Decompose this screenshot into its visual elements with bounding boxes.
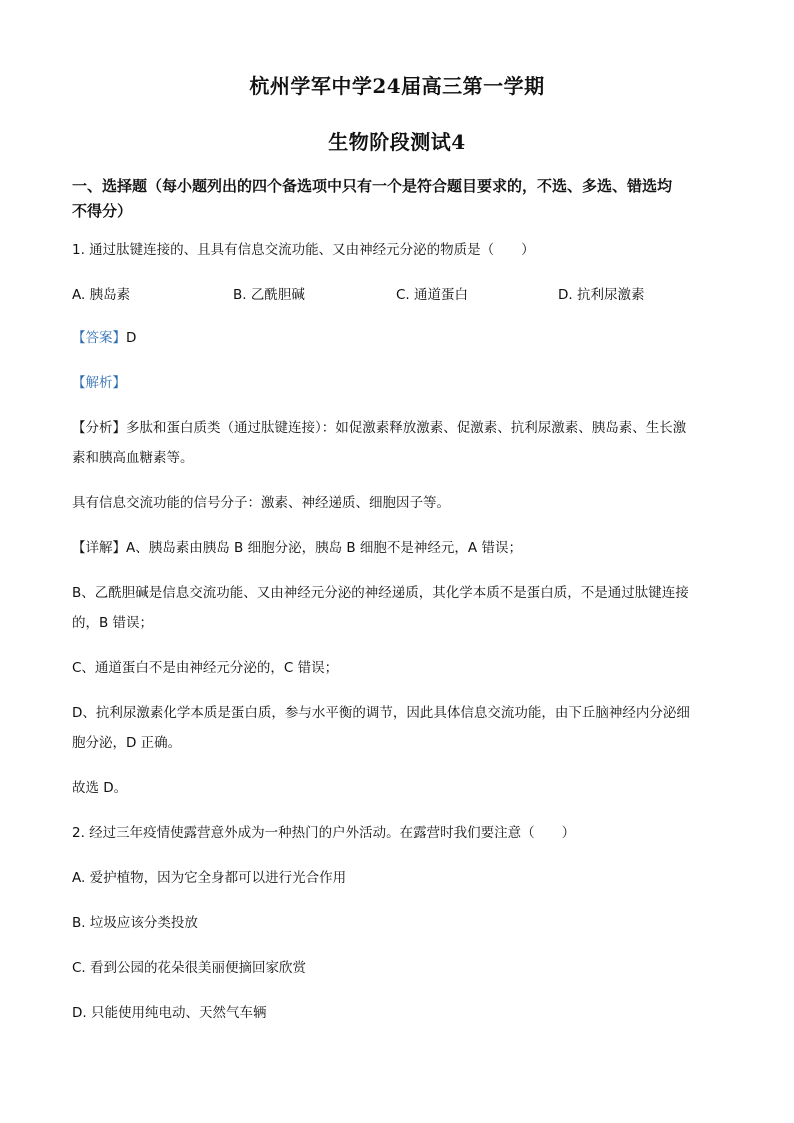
detail-line-d1: D、抗利尿激素化学本质是蛋白质，参与水平衡的调节，因此具体信息交流功能，由下丘脑神经内分泌细 — [72, 705, 690, 721]
detail-line-d2: 胞分泌，D 正确。 — [72, 735, 182, 751]
document-subtitle: 生物阶段测试4 — [328, 130, 466, 154]
answer-tag: 【答案】 — [72, 330, 126, 346]
detail-text-a: A、胰岛素由胰岛 B 细胞分泌，胰岛 B 细胞不是神经元，A 错误； — [126, 540, 522, 556]
section-heading — [72, 174, 732, 224]
conclusion-line: 故选 D。 — [72, 780, 128, 796]
answer-value: D — [126, 330, 137, 346]
fenxi-text-1: 多肽和蛋白质类（通过肽键连接）：如促激素释放激素、促激素、抗利尿激素、胰岛素、生长激 — [126, 420, 687, 436]
detail-line-a — [72, 538, 732, 558]
question-2-option-d: D. 只能使用纯电动、天然气车辆 — [72, 1005, 267, 1021]
answer-line — [72, 328, 732, 348]
analysis-tag: 【解析】 — [72, 375, 126, 391]
question-2-option-c: C. 看到公园的花朵很美丽便摘回家欣赏 — [72, 960, 307, 976]
fenxi-line-1 — [72, 418, 732, 438]
detail-tag: 【详解】 — [72, 540, 126, 556]
question-2-stem: 2. 经过三年疫情使露营意外成为一种热门的户外活动。在露营时我们要注意（ ） — [72, 825, 576, 841]
section-heading-line2: 不得分） — [72, 202, 133, 220]
detail-line-c: C、通道蛋白不是由神经元分泌的，C 错误； — [72, 660, 339, 676]
section-heading-line1: 一、选择题（每小题列出的四个备选项中只有一个是符合题目要求的，不选、多选、错选均 — [72, 177, 673, 195]
question-1-stem: 1. 通过肽键连接的、且具有信息交流功能、又由神经元分泌的物质是（ ） — [72, 242, 535, 258]
fenxi-line-2: 素和胰高血糖素等。 — [72, 450, 194, 466]
document-title: 杭州学军中学24届高三第一学期 — [249, 74, 545, 98]
question-1-option-d: D. 抗利尿激素 — [558, 287, 645, 303]
question-1-option-a: A. 胰岛素 — [72, 287, 131, 303]
detail-line-b2: 的，B 错误； — [72, 615, 154, 631]
question-1-option-b: B. 乙酰胆碱 — [233, 287, 305, 303]
question-1-option-c: C. 通道蛋白 — [396, 287, 469, 303]
question-2-option-b: B. 垃圾应该分类投放 — [72, 915, 198, 931]
analysis-heading — [72, 373, 732, 393]
fenxi-tag: 【分析】 — [72, 420, 126, 436]
detail-line-b1: B、乙酰胆碱是信息交流功能、又由神经元分泌的神经递质，其化学本质不是蛋白质，不是通过肽键连接 — [72, 585, 689, 601]
fenxi-line-3: 具有信息交流功能的信号分子：激素、神经递质、细胞因子等。 — [72, 495, 450, 511]
question-2-option-a: A. 爱护植物，因为它全身都可以进行光合作用 — [72, 870, 347, 886]
